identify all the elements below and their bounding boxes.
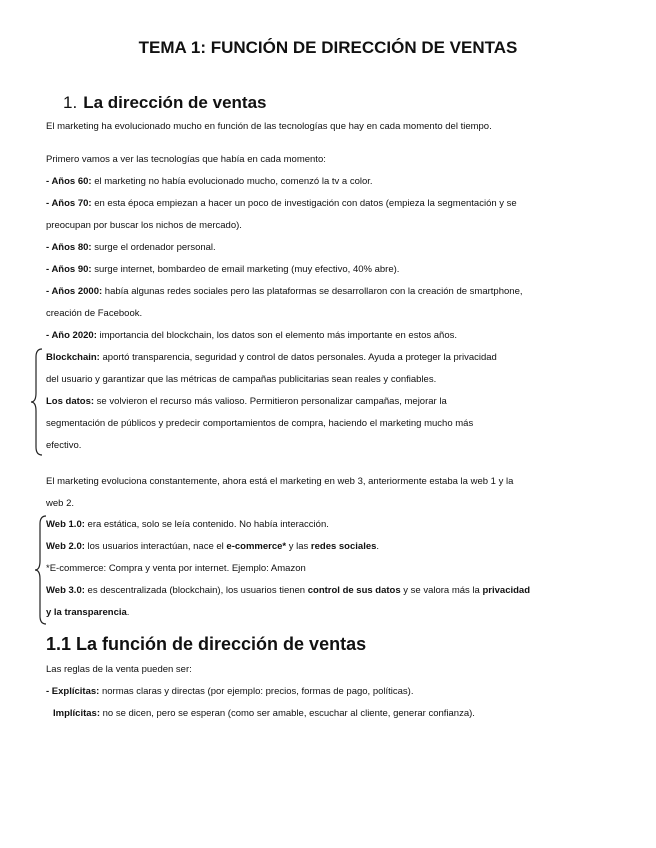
web1-label: Web 1.0:: [46, 519, 85, 530]
era-text: surge internet, bombardeo de email marketing (muy efectivo, 40% abre).: [91, 264, 400, 275]
section-title: La dirección de ventas: [83, 93, 267, 112]
web3-line-2: [46, 606, 129, 620]
era-70-cont: preocupan por buscar los nichos de mercado).: [46, 220, 242, 231]
era-2000-cont: creación de Facebook.: [46, 308, 143, 319]
era-label: - Año 2020:: [46, 330, 97, 341]
web2-text: los usuarios interactúan, nace el: [84, 541, 227, 552]
rule-text: no se dicen, pero se esperan (como ser amable, escuchar al cliente, generar confianza).: [100, 708, 475, 719]
web3-text: y se valora más la: [400, 585, 483, 596]
datos-line-1: [46, 395, 447, 409]
era-90: [46, 263, 399, 277]
intro-paragraph: El marketing ha evolucionado mucho en función de las tecnologías que hay en cada momento del tiempo.: [46, 121, 492, 132]
era-label: - Años 90:: [46, 264, 92, 275]
web3-text: es descentralizada (blockchain), los usuarios tienen: [84, 585, 308, 596]
blockchain-line-1: [46, 351, 497, 365]
era-text: surge el ordenador personal.: [91, 242, 216, 253]
era-text: había algunas redes sociales pero las plataformas se desarrollaron con la creación de smartphone,: [102, 286, 523, 297]
era-80: [46, 241, 216, 255]
blockchain-line-2: del usuario y garantizar que las métricas de campañas publicitarias sean reales y confiables.: [46, 374, 437, 385]
era-text: el marketing no había evolucionado mucho, comenzó la tv a color.: [91, 176, 373, 187]
era-text: en esta época empiezan a hacer un poco de investigación con datos (empieza la segmentación y se: [91, 198, 517, 209]
page-title: TEMA 1: FUNCIÓN DE DIRECCIÓN DE VENTAS: [138, 38, 518, 57]
social-term: redes sociales: [310, 541, 377, 552]
era-label: - Años 2000:: [46, 286, 103, 297]
datos-text: se volvieron el recurso más valioso. Permitieron personalizar campañas, mejorar la: [94, 396, 447, 407]
rule-implicit: [53, 707, 475, 721]
datos-label: Los datos:: [46, 396, 95, 407]
curly-brace-icon: [30, 347, 44, 457]
section-heading-1: [63, 93, 266, 113]
transparency-term: y la transparencia: [46, 607, 127, 618]
web-intro-line-2: web 2.: [46, 498, 74, 509]
datos-line-3: efectivo.: [46, 440, 82, 451]
blockchain-text: aportó transparencia, seguridad y control de datos personales. Ayuda a proteger la privacidad: [99, 352, 497, 363]
web2-text: .: [376, 541, 380, 552]
era-70: [46, 197, 517, 211]
rule-explicit: [46, 685, 414, 699]
web2-text: y las: [286, 541, 311, 552]
era-60: [46, 175, 373, 189]
web3-text: .: [126, 607, 130, 618]
era-label: - Años 70:: [46, 198, 92, 209]
web2-line: [46, 540, 379, 554]
era-label: - Años 60:: [46, 176, 92, 187]
section-heading-1-1: 1.1 La función de dirección de ventas: [46, 634, 367, 654]
era-2000: [46, 285, 523, 299]
rule-text: normas claras y directas (por ejemplo: precios, formas de pago, políticas).: [99, 686, 414, 697]
web1-line: [46, 518, 329, 532]
era-text: importancia del blockchain, los datos son el elemento más importante en estos años.: [96, 330, 458, 341]
rule-label: Implícitas:: [53, 708, 100, 719]
era-2020: [46, 329, 457, 343]
era-label: - Años 80:: [46, 242, 92, 253]
web3-label: Web 3.0:: [46, 585, 85, 596]
blockchain-label: Blockchain:: [46, 352, 100, 363]
web3-line-1: [46, 584, 530, 598]
rule-label: - Explícitas:: [46, 686, 100, 697]
rules-intro: Las reglas de la venta pueden ser:: [46, 664, 192, 675]
section-number: 1.: [63, 93, 78, 112]
web2-label: Web 2.0:: [46, 541, 85, 552]
web1-text: era estática, solo se leía contenido. No había interacción.: [84, 519, 329, 530]
web-intro-line-1: El marketing evoluciona constantemente, ahora está el marketing en web 3, anteriormente estaba la web 1 y la: [46, 476, 514, 487]
eras-lead: Primero vamos a ver las tecnologías que había en cada momento:: [46, 154, 326, 165]
datos-line-2: segmentación de públicos y predecir comportamientos de compra, haciendo el marketing mucho más: [46, 418, 474, 429]
ecommerce-note: *E-commerce: Compra y venta por internet. Ejemplo: Amazon: [46, 563, 306, 574]
data-control-term: control de sus datos: [307, 585, 401, 596]
ecommerce-term: e-commerce*: [226, 541, 287, 552]
privacy-term: privacidad: [482, 585, 531, 596]
